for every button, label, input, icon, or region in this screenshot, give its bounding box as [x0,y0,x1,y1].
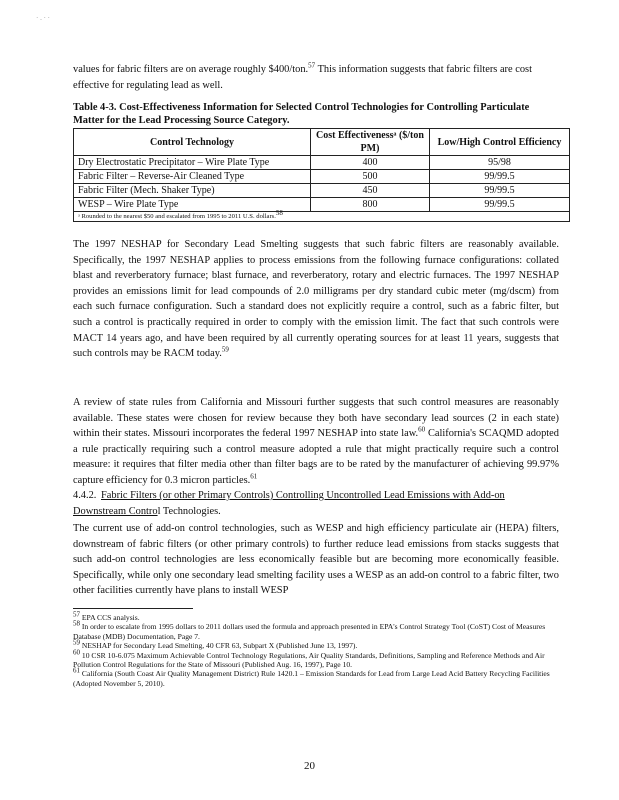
footnote-ref: 57 [308,61,316,70]
footnote: $^{57}$ EPA CCS analysis. [73,610,140,622]
intro-paragraph: values for fabric filters are on average roughly $400/ton.$^{57}$ This information suggests that fabric filters are cost effective for regulating lead as well. [73,61,532,91]
footnote: $^{60}$ 10 CSR 10-6.075 Maximum Achievable Control Technology Regulations, Air Quality Standards, Definitions, Sampling and Reference Methods and Air Pollution Control Regulations for the State of Missouri (Published Aug. 16, 1997), Page 10. [73,648,545,670]
footnotes [73,610,559,688]
cost-effectiveness-table [73,128,570,222]
cell-technology: Dry Electrostatic Precipitator – Wire Plate Type [74,156,311,170]
footnote: $^{61}$ California (South Coast Air Quality Management District) Rule 1420.1 – Emission Standards for Lead from Large Lead Acid Battery Recycling Facilities (Adopted November 5, 2010). [73,666,550,688]
cell-efficiency: 95/98 [430,156,570,170]
footnote-separator [73,608,193,609]
cell-cost: 500 [311,170,430,184]
footnote-ref: 59 [221,345,229,354]
header-control-technology: Control Technology [74,129,311,156]
corner-mark: · . · · [36,14,50,22]
footnote-ref: 58 [275,208,283,217]
cell-cost: 800 [311,198,430,212]
table-header-row [74,129,570,156]
cell-technology: Fabric Filter (Mech. Shaker Type) [74,184,311,198]
page-number: 20 [304,760,315,772]
cell-cost: 400 [311,156,430,170]
cell-cost: 450 [311,184,430,198]
footnote: $^{58}$ In order to escalate from 1995 dollars to 2011 dollars used the formula and approach presented in EPA's Control Strategy Tool (CoST) Cost of Measures Database (MDB) Documentation, Page 7. [73,619,546,641]
table-note: ᵃ Rounded to the nearest $50 and escalated from 1995 to 2011 U.S. dollars.$^{58}$ [74,212,570,222]
footnote-ref: 60 [418,425,426,434]
header-cost-effectiveness: Cost Effectivenessᵃ ($/ton PM) [311,129,430,156]
table-row [74,156,570,170]
table-row [74,198,570,212]
section-title-rest: l Technologies. [157,505,221,517]
section-number: 4.4.2. [73,490,97,501]
table-caption: Table 4-3. Cost-Effectiveness Information for Selected Control Technologies for Controlling Particulate Matter for the Lead Processing Source Category. [73,102,530,126]
neshap-paragraph: The 1997 NESHAP for Secondary Lead Smelting suggests that such fabric filters are reasonably available. Specifically, the 1997 NESHAP applies to process emissions from the following furnace configurations: collated blast and reverberatory furnace; blast furnace, and reverberatory, rotary and electric furnaces. The 1997 NESHAP provides an emissions limit for lead compounds of 2.0 milligrams per dry standard cubic meter (mg/dscm) from each such furnace configuration. Such a standard does not explicitly require a control, such as a fabric filter, but such a control is practically required in order to comply with the emission limit. The fact that such controls were MACT 14 years ago, and have been required by all currently operating sources for at least 11 years, suggests that such controls may be RACM today.$^{59}$ [73,239,559,360]
footnote: $^{59}$ NESHAP for Secondary Lead Smelting, 40 CFR 63, Subpart X (Published June 13, 1997). [73,638,358,651]
table-note-row [74,212,570,222]
table-row [74,170,570,184]
cell-efficiency: 99/99.5 [430,198,570,212]
section-heading-4-4-2 [73,488,559,519]
cell-technology: Fabric Filter – Reverse-Air Cleaned Type [74,170,311,184]
footnote-ref: 61 [250,472,258,481]
cell-efficiency: 99/99.5 [430,184,570,198]
add-on-control-paragraph: The current use of add-on control technologies, such as WESP and high efficiency particulate air (HEPA) filters, downstream of fabric filters (or other primary controls) to further reduce lead emissions from stacks suggests that such add-on control technologies are less economically feasible but are becoming more economically feasible. Specifically, while only one secondary lead smelting facility uses a WESP as an add-on control to a fabric filter, two other facilities currently have plans to install WESP [73,523,559,597]
header-control-efficiency: Low/High Control Efficiency [430,129,570,156]
cell-technology: WESP – Wire Plate Type [74,198,311,212]
cell-efficiency: 99/99.5 [430,170,570,184]
state-rules-paragraph: A review of state rules from California and Missouri further suggests that such control measures are reasonably available. These states were chosen for review because they both have secondary lead sources (2 in each state) within their states. Missouri incorporates the federal 1997 NESHAP into state law.$^{60}$ California's SCAQMD adopted a rule practically requiring such a control measure adopted a rule that might practically require such a control measure: it requires that filter media other than filter bags are to be rated by the manufacturer of achieving 99.97% capture efficiency for 0.3 micron particles.$^{61}$ [73,397,559,486]
section-title-underlined: Fabric Filters (or other Primary Controls) Controlling Uncontrolled Lead Emissions with Add-on Downstream Contro [73,490,505,517]
table-row [74,184,570,198]
